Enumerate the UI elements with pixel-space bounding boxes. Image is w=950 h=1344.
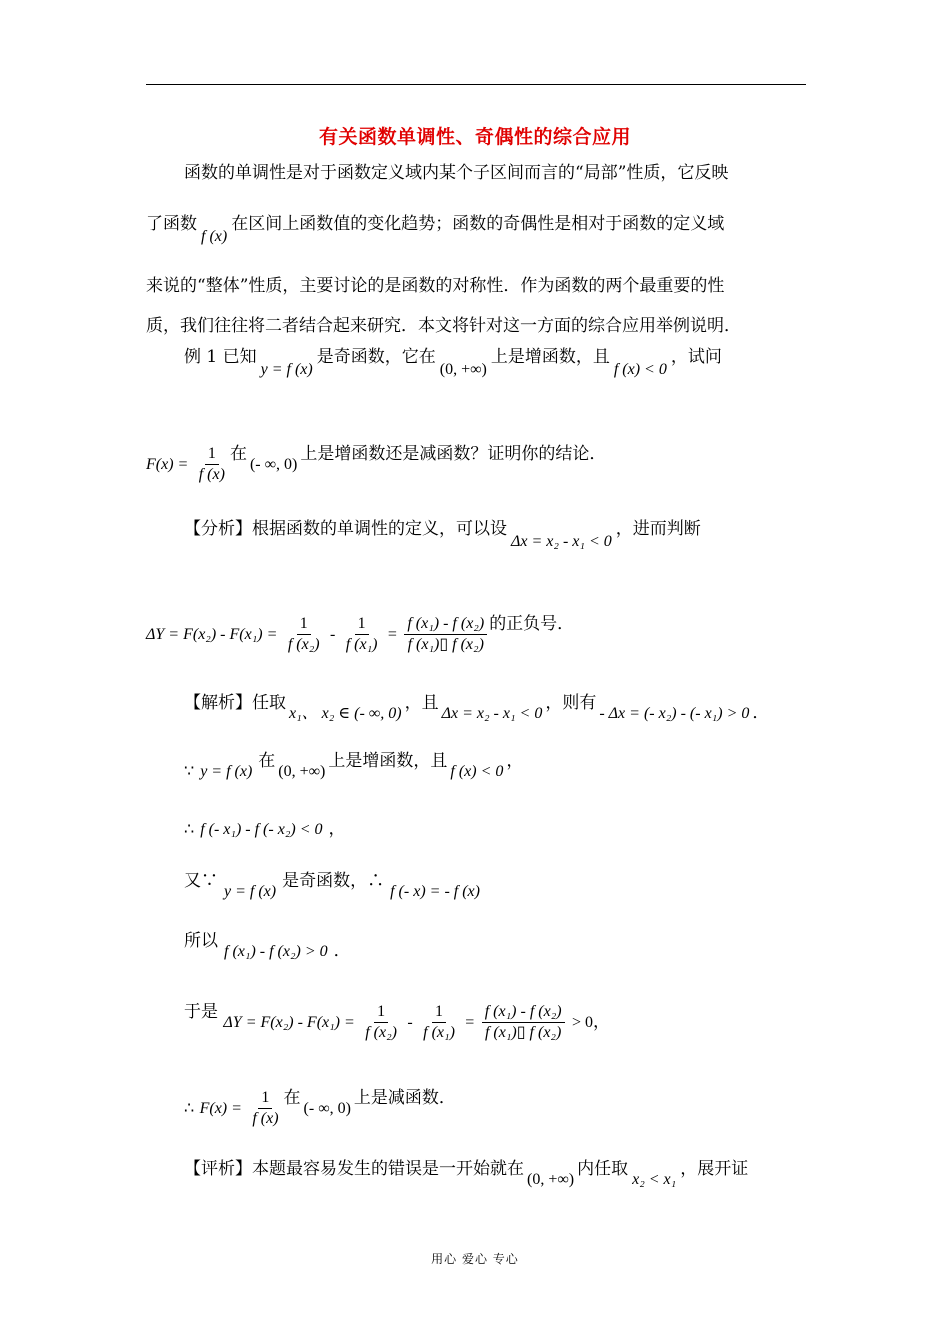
text: 本题最容易发生的错误是一开始就在: [252, 1159, 524, 1179]
text: ．: [752, 703, 770, 723]
math: f (x) < 0: [450, 763, 504, 780]
math: ΔY = F(x₂) - F(x₁) =: [223, 1014, 355, 1031]
denominator: f (x): [252, 1110, 279, 1127]
denominator: f (x₁)▯ f (x₂): [407, 636, 484, 653]
text: 是奇函数，∴: [282, 871, 385, 891]
math: F(x) =: [146, 456, 189, 473]
text: 又∵: [184, 871, 218, 891]
analysis-line: [184, 518, 701, 550]
paragraph-line: 来说的“整体”性质，主要讨论的是函数的对称性．作为函数的两个最重要的性: [146, 276, 725, 296]
math: ΔY = F(x₂) - F(x₁) =: [146, 626, 278, 643]
operator: =: [387, 626, 397, 643]
header-rule: [146, 84, 806, 85]
comment-line: [184, 1158, 749, 1188]
math: f (x₁) - f (x₂) > 0: [224, 943, 328, 960]
text: 于是: [184, 1002, 218, 1022]
numerator: 1: [432, 1002, 446, 1023]
text: ，试问: [670, 347, 722, 367]
math: (0, +∞): [527, 1171, 575, 1188]
tag: 【评析】: [184, 1159, 252, 1179]
fraction: [249, 1088, 281, 1129]
math: y = f (x): [260, 361, 313, 378]
math: f (x) < 0: [613, 361, 667, 378]
because-symbol: ∵: [184, 763, 195, 780]
math: Δx = x₂ - x₁ < 0: [441, 705, 543, 722]
math: Δx = x₂ - x₁ < 0: [511, 533, 612, 550]
page-title: 有关函数单调性、奇偶性的综合应用: [318, 126, 631, 148]
fraction: [404, 614, 487, 655]
text: ，: [593, 1012, 611, 1032]
text: 在: [229, 444, 247, 464]
text: 所以: [184, 931, 218, 951]
numerator: 1: [205, 444, 219, 465]
text: 在: [283, 1088, 301, 1108]
denominator: f (x₁): [423, 1024, 455, 1041]
tag: 【分析】: [184, 519, 252, 539]
text: 上是增函数还是减函数？证明你的结论．: [300, 444, 607, 464]
math: - Δx = (- x₂) - (- x₁) > 0: [599, 705, 750, 722]
math: x₁、 x₂ ∈ (- ∞, 0): [289, 705, 402, 722]
math: (- ∞, 0): [249, 456, 298, 473]
text: 任取: [252, 693, 286, 713]
solution-formula: [184, 1002, 610, 1043]
text: ，且: [404, 693, 439, 713]
solution-line: [184, 870, 486, 900]
page-footer: 用心 爱心 专心: [431, 1252, 519, 1266]
solution-line: [184, 750, 524, 780]
therefore-symbol: ∴: [184, 1100, 195, 1117]
text: 上是增函数，且: [490, 347, 610, 367]
math: y = f (x): [224, 883, 277, 900]
solution-formula: [184, 1088, 456, 1129]
fraction: [196, 444, 228, 485]
text: ，进而判断: [615, 519, 701, 539]
math: f (- x₁) - f (- x₂) < 0: [200, 821, 323, 838]
solution-line: [184, 818, 346, 841]
math: f (- x) = - f (x): [390, 883, 480, 900]
analysis-formula: [146, 614, 574, 655]
math: (- ∞, 0): [303, 1100, 351, 1117]
solution-line: [184, 692, 770, 723]
text: 是奇函数，它在: [316, 347, 436, 367]
text: 的正负号．: [489, 614, 575, 634]
text: ，展开证: [680, 1159, 749, 1179]
fraction: [482, 1002, 565, 1043]
example-line: [184, 346, 722, 378]
denominator: f (x): [198, 466, 225, 483]
fraction: [420, 1002, 458, 1043]
text: 了函数: [146, 214, 197, 234]
numerator: 1: [297, 614, 311, 635]
paragraph-line: 质，我们往往将二者结合起来研究．本文将针对这一方面的综合应用举例说明．: [146, 316, 741, 336]
fraction: [285, 614, 323, 655]
text: ，: [506, 751, 524, 771]
paragraph-line: 函数的单调性是对于函数定义域内某个子区间而言的“局部”性质，它反映: [184, 163, 729, 183]
therefore-symbol: ∴: [184, 821, 195, 838]
math: y = f (x): [200, 763, 253, 780]
denominator: f (x₁)▯ f (x₂): [484, 1024, 562, 1041]
math: f (x): [201, 228, 228, 245]
paragraph-line: [146, 213, 725, 245]
text: 在区间上函数值的变化趋势；函数的奇偶性是相对于函数的定义域: [231, 214, 725, 234]
text: 内任取: [577, 1159, 629, 1179]
operator: =: [465, 1014, 475, 1031]
numerator: f (x₁) - f (x₂): [404, 614, 487, 635]
math: F(x) =: [199, 1100, 242, 1117]
example-line: [146, 444, 606, 485]
tag: 【解析】: [184, 693, 252, 713]
denominator: f (x₁): [345, 636, 378, 653]
numerator: f (x₁) - f (x₂): [482, 1002, 565, 1023]
numerator: 1: [355, 614, 369, 635]
operator: -: [329, 626, 336, 643]
fraction: [362, 1002, 400, 1043]
fraction: [343, 614, 381, 655]
text: ，则有: [545, 693, 597, 713]
numerator: 1: [258, 1088, 272, 1109]
numerator: 1: [374, 1002, 388, 1023]
math: > 0: [572, 1014, 594, 1031]
solution-line: [184, 930, 351, 961]
text: 上是增函数，且: [328, 751, 448, 771]
text: ，: [328, 819, 346, 839]
text: ．: [333, 941, 351, 961]
text: 上是减函数．: [353, 1088, 456, 1108]
text: 例 1 已知: [184, 347, 257, 367]
text: 在: [258, 751, 276, 771]
math: (0, +∞): [439, 361, 487, 378]
math: (0, +∞): [278, 763, 326, 780]
operator: -: [407, 1014, 413, 1031]
text: 根据函数的单调性的定义，可以设: [252, 519, 507, 539]
denominator: f (x₂): [365, 1024, 397, 1041]
math: x₂ < x₁: [632, 1171, 677, 1188]
denominator: f (x₂): [287, 636, 320, 653]
